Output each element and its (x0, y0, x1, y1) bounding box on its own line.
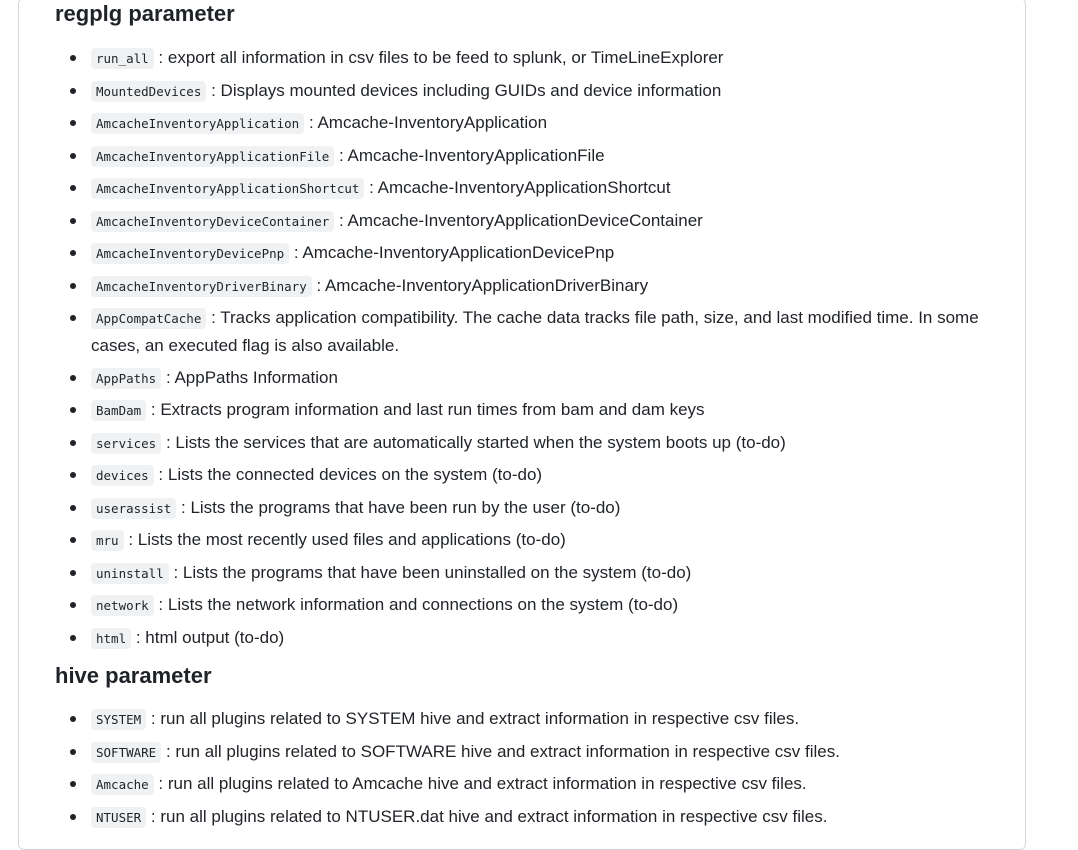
list-item (91, 738, 1026, 766)
parameter-description: : export all information in csv files to be feed to splunk, or TimeLineExplorer (158, 48, 724, 67)
parameter-code: AmcacheInventoryApplicationShortcut (91, 178, 364, 199)
parameter-description: : Amcache-InventoryApplicationDevicePnp (293, 243, 615, 262)
parameter-description: : Amcache-InventoryApplicationShortcut (369, 178, 671, 197)
list-item (91, 803, 1026, 831)
list-item (91, 526, 1026, 554)
regplg-parameter-heading: regplg parameter (55, 1, 235, 26)
parameter-code: run_all (91, 48, 154, 69)
parameter-code: userassist (91, 498, 176, 519)
parameter-code: AmcacheInventoryDriverBinary (91, 276, 312, 297)
parameter-description: : AppPaths Information (165, 367, 338, 387)
parameter-code: AmcacheInventoryApplicationFile (91, 146, 334, 167)
hive-parameter-heading: hive parameter (55, 663, 212, 688)
hive-parameter-list (55, 705, 1026, 835)
parameter-description: : Extracts program information and last run times from bam and dam keys (150, 400, 705, 419)
parameter-code: uninstall (91, 563, 169, 584)
parameter-code: BamDam (91, 400, 146, 421)
parameter-description: : run all plugins related to SYSTEM hive and extract information in respective csv files. (150, 709, 800, 728)
list-item (91, 591, 1026, 619)
parameter-code: html (91, 628, 131, 649)
list-item (91, 207, 1026, 235)
list-item (91, 109, 1026, 137)
parameter-description: : Amcache-InventoryApplicationDeviceContainer (339, 210, 703, 230)
parameter-description: : Amcache-InventoryApplicationFile (339, 145, 605, 165)
list-item (91, 396, 1026, 424)
parameter-code: services (91, 433, 161, 454)
parameter-description: : Amcache-InventoryApplication (308, 113, 548, 132)
parameter-code: NTUSER (91, 807, 146, 828)
parameter-description: : Amcache-InventoryApplicationDriverBinary (316, 275, 649, 295)
list-item (91, 142, 1026, 170)
parameter-code: AppPaths (91, 368, 161, 389)
parameter-code: AmcacheInventoryDeviceContainer (91, 211, 334, 232)
parameter-description: : Lists the network information and connections on the system (to-do) (158, 595, 679, 614)
list-item (91, 770, 1026, 798)
parameter-code: network (91, 595, 154, 616)
parameter-description: : run all plugins related to Amcache hive and extract information in respective csv files. (158, 774, 807, 793)
parameter-description: : run all plugins related to SOFTWARE hive and extract information in respective csv files. (165, 741, 840, 761)
list-item (91, 77, 1026, 105)
list-item (91, 429, 1026, 457)
parameter-code: devices (91, 465, 154, 486)
regplg-parameter-list (55, 44, 1026, 656)
list-item (91, 304, 1026, 359)
parameter-code: MountedDevices (91, 81, 206, 102)
parameter-description: : Tracks application compatibility. The cache data tracks file path, size, and last modified time. In some cases, an executed flag is also available. (91, 308, 979, 355)
parameter-description: : Lists the programs that have been uninstalled on the system (to-do) (173, 562, 692, 582)
list-item (91, 559, 1026, 587)
parameter-description: : Lists the services that are automatically started when the system boots up (to-do) (165, 432, 786, 452)
list-item (91, 272, 1026, 300)
parameter-description: : Displays mounted devices including GUIDs and device information (211, 80, 722, 100)
list-item (91, 494, 1026, 522)
parameter-description: : run all plugins related to NTUSER.dat hive and extract information in respective csv files. (150, 806, 828, 826)
list-item (91, 705, 1026, 733)
parameter-code: AppCompatCache (91, 308, 206, 329)
parameter-code: SYSTEM (91, 709, 146, 730)
parameter-code: mru (91, 530, 124, 551)
list-item (91, 239, 1026, 267)
parameter-description: : Lists the connected devices on the system (to-do) (158, 465, 543, 484)
parameter-description: : Lists the most recently used files and applications (to-do) (128, 530, 566, 549)
list-item (91, 174, 1026, 202)
parameter-code: AmcacheInventoryDevicePnp (91, 243, 289, 264)
list-item (91, 461, 1026, 489)
list-item (91, 624, 1026, 652)
parameter-description: : Lists the programs that have been run by the user (to-do) (181, 497, 621, 517)
list-item (91, 44, 1026, 72)
parameter-code: Amcache (91, 774, 154, 795)
parameter-code: AmcacheInventoryApplication (91, 113, 304, 134)
parameter-code: SOFTWARE (91, 742, 161, 763)
list-item (91, 364, 1026, 392)
parameter-description: : html output (to-do) (135, 627, 285, 647)
